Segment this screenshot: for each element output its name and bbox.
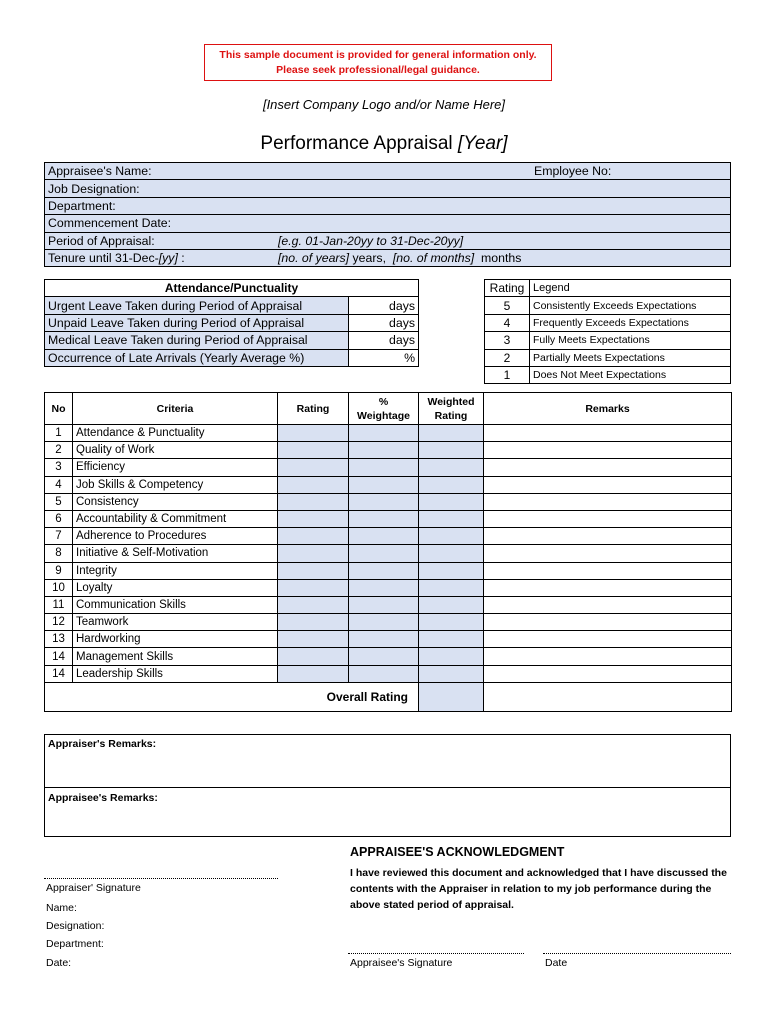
appraisee-date-label: Date [545, 957, 568, 969]
weighted-rating-field[interactable] [419, 425, 484, 442]
appraiser-date-label: Date: [46, 957, 72, 969]
appraisee-date-line[interactable] [543, 953, 731, 954]
criteria-name: Adherence to Procedures [73, 528, 278, 545]
remarks-field[interactable] [484, 562, 732, 579]
remarks-field[interactable] [484, 579, 732, 596]
weightage-field[interactable] [349, 442, 419, 459]
weighted-rating-field[interactable] [419, 596, 484, 613]
appraiser-signature-line[interactable] [44, 878, 278, 879]
weightage-field[interactable] [349, 493, 419, 510]
overall-rating-row [45, 682, 732, 711]
col-rating: Rating [278, 393, 349, 425]
period-example: [e.g. 01-Jan-20yy to 31-Dec-20yy] [278, 233, 464, 248]
criteria-name: Accountability & Commitment [73, 510, 278, 527]
weightage-field[interactable] [349, 528, 419, 545]
criteria-name: Efficiency [73, 459, 278, 476]
criteria-header-row [45, 393, 732, 425]
col-remarks: Remarks [484, 393, 732, 425]
attendance-row: Medical Leave Taken during Period of Appraisal days [45, 332, 419, 349]
employee-no-label: Employee No: [531, 163, 731, 180]
weighted-rating-field[interactable] [419, 648, 484, 665]
criteria-row [45, 614, 732, 631]
weighted-rating-field[interactable] [419, 442, 484, 459]
department-label: Department: [45, 197, 731, 214]
appraisee-name-label: Appraisee's Name: [45, 163, 532, 180]
criteria-no: 6 [45, 510, 73, 527]
criteria-row [45, 562, 732, 579]
criteria-body [45, 425, 732, 683]
acknowledgment-title: APPRAISEE'S ACKNOWLEDGMENT [350, 845, 565, 859]
criteria-row [45, 648, 732, 665]
appraisee-remarks-label: Appraisee's Remarks: [48, 792, 158, 804]
overall-rating-field[interactable] [419, 682, 484, 711]
disclaimer-line-2: Please seek professional/legal guidance. [276, 64, 480, 76]
remarks-field[interactable] [484, 545, 732, 562]
acknowledgment-body: I have reviewed this document and acknowledged that I have discussed the contents with the Appraiser in relation to my job performance during the above stated period of appraisal. [350, 867, 727, 911]
legend-row: 4 Frequently Exceeds Expectations [485, 314, 731, 331]
criteria-name: Management Skills [73, 648, 278, 665]
remarks-field[interactable] [484, 442, 732, 459]
remarks-field[interactable] [484, 425, 732, 442]
attendance-row: Occurrence of Late Arrivals (Yearly Average %) % [45, 349, 419, 366]
weighted-rating-field[interactable] [419, 579, 484, 596]
attendance-header: Attendance/Punctuality [45, 280, 419, 297]
criteria-row [45, 545, 732, 562]
appraiser-remarks-field[interactable] [45, 735, 730, 788]
attendance-row: Unpaid Leave Taken during Period of Appraisal days [45, 314, 419, 331]
logo-placeholder: [Insert Company Logo and/or Name Here] [262, 97, 506, 112]
weightage-field[interactable] [349, 596, 419, 613]
appraiser-remarks-label: Appraiser's Remarks: [48, 738, 157, 750]
weightage-field[interactable] [349, 579, 419, 596]
criteria-no: 3 [45, 459, 73, 476]
weighted-rating-field[interactable] [419, 631, 484, 648]
criteria-no: 12 [45, 614, 73, 631]
criteria-no: 13 [45, 631, 73, 648]
criteria-table [44, 392, 732, 712]
appraiser-name-label: Name: [46, 902, 77, 914]
legend-row: 1 Does Not Meet Expectations [485, 366, 731, 383]
weightage-field[interactable] [349, 665, 419, 682]
overall-remarks-field[interactable] [484, 682, 732, 711]
overall-rating-label: Overall Rating [278, 682, 419, 711]
criteria-no: 4 [45, 476, 73, 493]
col-weighted-rating: Weighted Rating [419, 393, 484, 425]
legend-col-rating: Rating [485, 280, 530, 297]
criteria-row [45, 528, 732, 545]
remarks-box [44, 734, 731, 837]
weightage-field[interactable] [349, 459, 419, 476]
weightage-field[interactable] [349, 648, 419, 665]
criteria-row [45, 510, 732, 527]
legend-col-legend: Legend [530, 280, 731, 297]
col-weightage: % Weightage [349, 393, 419, 425]
appraisee-signature-line[interactable] [348, 953, 524, 954]
rating-field[interactable] [278, 648, 349, 665]
rating-field[interactable] [278, 442, 349, 459]
rating-legend-table [484, 279, 731, 384]
criteria-name: Integrity [73, 562, 278, 579]
criteria-name: Leadership Skills [73, 665, 278, 682]
title-main: Performance Appraisal [260, 133, 453, 154]
appraiser-signature-label: Appraiser' Signature [46, 882, 141, 894]
weighted-rating-field[interactable] [419, 545, 484, 562]
title-year: [Year] [457, 133, 508, 154]
info-row-tenure: Tenure until 31-Dec-[yy] : [no. of years] years, [no. of months] months [45, 249, 731, 266]
criteria-name: Hardworking [73, 631, 278, 648]
remarks-field[interactable] [484, 631, 732, 648]
rating-field[interactable] [278, 545, 349, 562]
col-criteria: Criteria [73, 393, 278, 425]
weightage-field[interactable] [349, 476, 419, 493]
tenure-months-placeholder: [no. of months] [392, 251, 475, 266]
criteria-name: Teamwork [73, 614, 278, 631]
rating-field[interactable] [278, 596, 349, 613]
rating-field[interactable] [278, 631, 349, 648]
criteria-name: Job Skills & Competency [73, 476, 278, 493]
job-designation-label: Job Designation: [45, 180, 731, 197]
rating-field[interactable] [278, 425, 349, 442]
disclaimer-box [204, 44, 552, 81]
info-row-name [45, 163, 731, 180]
weighted-rating-field[interactable] [419, 528, 484, 545]
criteria-row [45, 476, 732, 493]
criteria-name: Quality of Work [73, 442, 278, 459]
criteria-row [45, 442, 732, 459]
criteria-no: 14 [45, 665, 73, 682]
remarks-field[interactable] [484, 459, 732, 476]
weighted-rating-field[interactable] [419, 562, 484, 579]
weighted-rating-field[interactable] [419, 510, 484, 527]
weighted-rating-field[interactable] [419, 493, 484, 510]
rating-field[interactable] [278, 614, 349, 631]
attendance-row: Urgent Leave Taken during Period of Appraisal days [45, 297, 419, 314]
remarks-field[interactable] [484, 614, 732, 631]
criteria-no: 7 [45, 528, 73, 545]
criteria-no: 14 [45, 648, 73, 665]
remarks-field[interactable] [484, 493, 732, 510]
rating-field[interactable] [278, 493, 349, 510]
legend-row: 5 Consistently Exceeds Expectations [485, 297, 731, 314]
criteria-no: 1 [45, 425, 73, 442]
col-no: No [45, 393, 73, 425]
weightage-field[interactable] [349, 614, 419, 631]
period-label: Period of Appraisal: [48, 233, 155, 248]
weightage-field[interactable] [349, 510, 419, 527]
legend-row: 3 Fully Meets Expectations [485, 332, 731, 349]
appraisee-info-table [44, 162, 731, 267]
rating-field[interactable] [278, 459, 349, 476]
criteria-row [45, 459, 732, 476]
weighted-rating-field[interactable] [419, 614, 484, 631]
commencement-date-label: Commencement Date: [45, 215, 731, 232]
rating-field[interactable] [278, 510, 349, 527]
criteria-no: 10 [45, 579, 73, 596]
rating-field[interactable] [278, 579, 349, 596]
disclaimer-line-1: This sample document is provided for general information only. [219, 49, 537, 61]
rating-field[interactable] [278, 562, 349, 579]
criteria-row [45, 631, 732, 648]
criteria-name: Communication Skills [73, 596, 278, 613]
criteria-no: 8 [45, 545, 73, 562]
criteria-name: Initiative & Self-Motivation [73, 545, 278, 562]
appraiser-designation-label: Designation: [46, 920, 105, 932]
remarks-field[interactable] [484, 510, 732, 527]
weighted-rating-field[interactable] [419, 476, 484, 493]
appraiser-department-label: Department: [46, 938, 104, 950]
legend-row: 2 Partially Meets Expectations [485, 349, 731, 366]
rating-field[interactable] [278, 476, 349, 493]
weightage-field[interactable] [349, 631, 419, 648]
appraisee-signature-label: Appraisee's Signature [350, 957, 453, 969]
info-row-period [45, 232, 731, 249]
weighted-rating-field[interactable] [419, 459, 484, 476]
criteria-name: Attendance & Punctuality [73, 425, 278, 442]
remarks-field[interactable] [484, 596, 732, 613]
attendance-table [44, 279, 419, 367]
appraisee-remarks-field[interactable] [45, 787, 730, 837]
weightage-field[interactable] [349, 425, 419, 442]
remarks-field[interactable] [484, 665, 732, 682]
tenure-label: Tenure until 31-Dec-[yy] : [48, 251, 185, 266]
weighted-rating-field[interactable] [419, 665, 484, 682]
criteria-no: 2 [45, 442, 73, 459]
remarks-field[interactable] [484, 476, 732, 493]
criteria-row [45, 579, 732, 596]
criteria-name: Loyalty [73, 579, 278, 596]
weightage-field[interactable] [349, 562, 419, 579]
criteria-no: 9 [45, 562, 73, 579]
tenure-years-placeholder: [no. of years] [278, 251, 350, 266]
criteria-row [45, 425, 732, 442]
criteria-no: 11 [45, 596, 73, 613]
weightage-field[interactable] [349, 545, 419, 562]
criteria-row [45, 665, 732, 682]
rating-field[interactable] [278, 528, 349, 545]
criteria-name: Consistency [73, 493, 278, 510]
criteria-no: 5 [45, 493, 73, 510]
remarks-field[interactable] [484, 648, 732, 665]
remarks-field[interactable] [484, 528, 732, 545]
criteria-row [45, 493, 732, 510]
rating-field[interactable] [278, 665, 349, 682]
criteria-row [45, 596, 732, 613]
page-title [0, 133, 768, 155]
